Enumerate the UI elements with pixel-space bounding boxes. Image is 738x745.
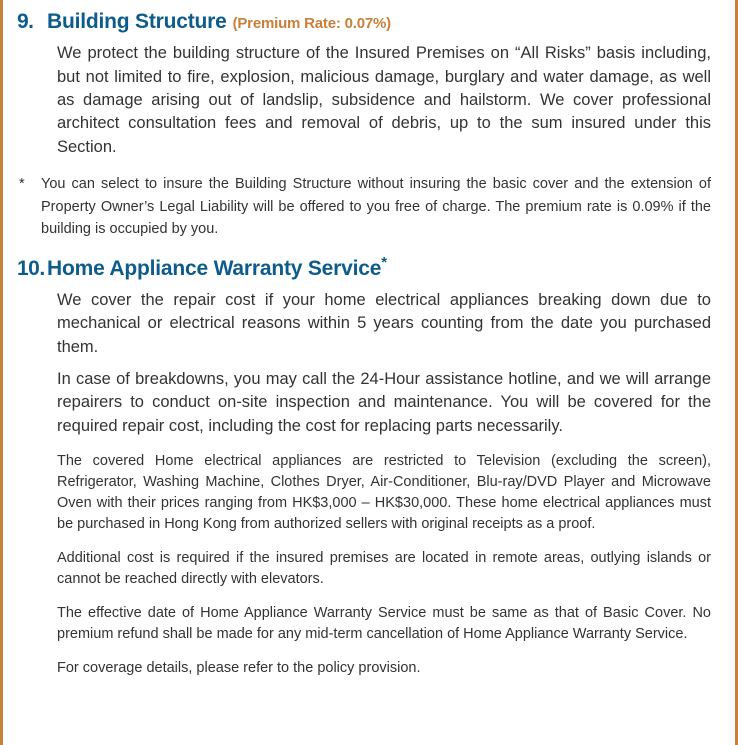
section-number: 10. [17, 256, 45, 280]
footnote-text: You can select to insure the Building Structure without insuring the basic cover and the extension of Property Owner’s Legal Liability will be offered to you free of charge. The premium rate is 0.09% if the building is occupied by you. [41, 176, 711, 238]
paragraph: We protect the building structure of the Insured Premises on “All Risks” basis including, but not limited to fire, explosion, malicious damage, burglary and water damage, as well as damage arising out of landslip, subsidence and hailstorm. We cover professional architect consultation fees and removal of debris, up to the sum insured under this Section. [57, 44, 711, 156]
section-title [47, 253, 387, 280]
section-title-superscript: * [381, 253, 387, 271]
paragraph: The effective date of Home Appliance Warranty Service must be same as that of Basic Cover. No premium refund shall be made for any mid-term cancellation of Home Appliance Warranty Service. [57, 605, 711, 643]
section-body-home-appliance-warranty [17, 289, 717, 680]
section-number: 9. [17, 10, 34, 33]
section-title-text: Home Appliance Warranty Service [47, 256, 382, 280]
section-spacer [17, 241, 717, 253]
section-heading-building-structure [17, 10, 717, 33]
section-title: Building Structure [47, 10, 227, 33]
footnote-building-structure [17, 173, 717, 240]
footnote-marker: * [19, 176, 25, 193]
paragraph: Additional cost is required if the insured premises are located in remote areas, outlying islands or cannot be reached directly with elevators. [57, 550, 711, 588]
paragraph: The covered Home electrical appliances are restricted to Television (excluding the screen), Refrigerator, Washing Machine, Clothes Dryer, Air-Conditioner, Blu-ray/DVD Player and Microwave Oven with their prices ranging from HK$3,000 – HK$30,000. These home electrical appliances must be purchased in Hong Kong from authorized sellers with original receipts as a proof. [57, 453, 711, 533]
paragraph: We cover the repair cost if your home electrical appliances breaking down due to mechanical or electrical reasons within 5 years counting from the date you purchased them. [57, 290, 711, 356]
section-premium-rate: (Premium Rate: 0.07%) [232, 15, 391, 32]
section-heading-home-appliance-warranty [17, 253, 717, 280]
section-body-building-structure [17, 42, 717, 159]
paragraph: For coverage details, please refer to the policy provision. [57, 660, 421, 677]
paragraph: In case of breakdowns, you may call the 24-Hour assistance hotline, and we will arrange repairers to conduct on-site inspection and maintenance. You will be covered for the required repair cost, including the cost for replacing parts necessarily. [57, 369, 711, 435]
